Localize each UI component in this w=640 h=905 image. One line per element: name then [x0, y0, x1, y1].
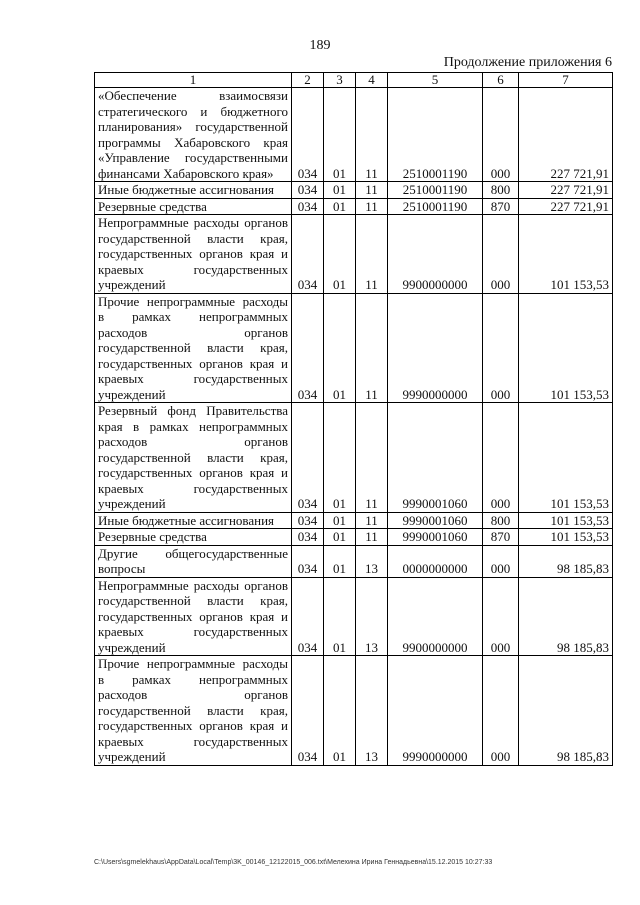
section-code-cell: 01	[324, 577, 356, 656]
expense-type-cell: 870	[483, 198, 519, 215]
section-code-cell: 01	[324, 656, 356, 766]
target-article-cell: 2510001190	[388, 182, 483, 199]
row-name-cell: Иные бюджетные ассигнования	[95, 512, 292, 529]
ministry-code-cell: 034	[292, 88, 324, 182]
subsection-code-cell: 13	[356, 545, 388, 577]
page-number: 189	[309, 38, 331, 53]
expense-type-cell: 000	[483, 215, 519, 294]
row-name-cell: Прочие непрограммные расходы в рамках непрограммных расходов органов государственной власти края, государственных органов края и краевых государственных учреждений	[95, 293, 292, 403]
target-article-cell: 0000000000	[388, 545, 483, 577]
ministry-code-cell: 034	[292, 577, 324, 656]
ministry-code-cell: 034	[292, 529, 324, 546]
target-article-cell: 9990001060	[388, 403, 483, 513]
target-article-cell: 9990000000	[388, 656, 483, 766]
section-code-cell: 01	[324, 198, 356, 215]
subsection-code-cell: 13	[356, 577, 388, 656]
row-name-cell: Иные бюджетные ассигнования	[95, 182, 292, 199]
row-name-cell: Непрограммные расходы органов государственной власти края, государственных органов края и краевых государственных учреждений	[95, 577, 292, 656]
column-header: 6	[483, 73, 519, 88]
target-article-cell: 9990000000	[388, 293, 483, 403]
table-row	[95, 215, 613, 294]
section-code-cell: 01	[324, 545, 356, 577]
row-name-cell: Прочие непрограммные расходы в рамках непрограммных расходов органов государственной власти края, государственных органов края и краевых государственных учреждений	[95, 656, 292, 766]
expense-type-cell: 800	[483, 182, 519, 199]
subsection-code-cell: 11	[356, 529, 388, 546]
table-row	[95, 198, 613, 215]
section-code-cell: 01	[324, 182, 356, 199]
expense-type-cell: 000	[483, 577, 519, 656]
table-row	[95, 182, 613, 199]
target-article-cell: 2510001190	[388, 88, 483, 182]
amount-cell: 98 185,83	[519, 545, 613, 577]
expense-type-cell: 870	[483, 529, 519, 546]
amount-cell: 98 185,83	[519, 577, 613, 656]
subsection-code-cell: 13	[356, 656, 388, 766]
target-article-cell: 9990001060	[388, 512, 483, 529]
amount-cell: 101 153,53	[519, 293, 613, 403]
amount-cell: 98 185,83	[519, 656, 613, 766]
expense-type-cell: 000	[483, 403, 519, 513]
section-code-cell: 01	[324, 512, 356, 529]
budget-table	[94, 72, 613, 766]
row-name-cell: Непрограммные расходы органов государственной власти края, государственных органов края и краевых государственных учреждений	[95, 215, 292, 294]
table-row	[95, 529, 613, 546]
section-code-cell: 01	[324, 403, 356, 513]
row-name-cell: Резервный фонд Правительства края в рамках непрограммных расходов органов государственной власти края, государственных органов края и краевых государственных учреждений	[95, 403, 292, 513]
expense-type-cell: 800	[483, 512, 519, 529]
section-code-cell: 01	[324, 529, 356, 546]
table-row	[95, 545, 613, 577]
column-header: 7	[519, 73, 613, 88]
ministry-code-cell: 034	[292, 198, 324, 215]
ministry-code-cell: 034	[292, 545, 324, 577]
table-row	[95, 577, 613, 656]
amount-cell: 101 153,53	[519, 403, 613, 513]
continuation-label: Продолжение приложения 6	[443, 55, 612, 70]
row-name-cell: Резервные средства	[95, 198, 292, 215]
subsection-code-cell: 11	[356, 182, 388, 199]
table-row	[95, 512, 613, 529]
row-name-cell: Другие общегосударственные вопросы	[95, 545, 292, 577]
subsection-code-cell: 11	[356, 512, 388, 529]
column-header: 2	[292, 73, 324, 88]
subsection-code-cell: 11	[356, 403, 388, 513]
ministry-code-cell: 034	[292, 656, 324, 766]
table-row	[95, 403, 613, 513]
row-name-cell: «Обеспечение взаимосвязи стратегического и бюджетного планирования» государственной программы Хабаровского края «Управление государственными финансами Хабаровского края»	[95, 88, 292, 182]
column-header: 5	[388, 73, 483, 88]
ministry-code-cell: 034	[292, 512, 324, 529]
ministry-code-cell: 034	[292, 215, 324, 294]
amount-cell: 227 721,91	[519, 198, 613, 215]
ministry-code-cell: 034	[292, 403, 324, 513]
amount-cell: 227 721,91	[519, 88, 613, 182]
section-code-cell: 01	[324, 293, 356, 403]
section-code-cell: 01	[324, 88, 356, 182]
expense-type-cell: 000	[483, 656, 519, 766]
ministry-code-cell: 034	[292, 293, 324, 403]
subsection-code-cell: 11	[356, 215, 388, 294]
footer-file-path: C:\Users\sgmelekhaus\AppData\Local\Temp\3K_00146_12122015_006.txt\Мелехина Ирина Геннадьевна\15.12.2015 10:27:33	[94, 859, 493, 866]
subsection-code-cell: 11	[356, 293, 388, 403]
amount-cell: 101 153,53	[519, 529, 613, 546]
expense-type-cell: 000	[483, 88, 519, 182]
column-header: 3	[324, 73, 356, 88]
expense-type-cell: 000	[483, 293, 519, 403]
section-code-cell: 01	[324, 215, 356, 294]
column-header: 4	[356, 73, 388, 88]
subsection-code-cell: 11	[356, 198, 388, 215]
expense-type-cell: 000	[483, 545, 519, 577]
target-article-cell: 2510001190	[388, 198, 483, 215]
amount-cell: 101 153,53	[519, 512, 613, 529]
ministry-code-cell: 034	[292, 182, 324, 199]
row-name-cell: Резервные средства	[95, 529, 292, 546]
amount-cell: 227 721,91	[519, 182, 613, 199]
target-article-cell: 9990001060	[388, 529, 483, 546]
amount-cell: 101 153,53	[519, 215, 613, 294]
target-article-cell: 9900000000	[388, 215, 483, 294]
table-row	[95, 293, 613, 403]
target-article-cell: 9900000000	[388, 577, 483, 656]
column-number-row	[95, 73, 613, 88]
table-row	[95, 656, 613, 766]
column-header: 1	[95, 73, 292, 88]
subsection-code-cell: 11	[356, 88, 388, 182]
table-row	[95, 88, 613, 182]
